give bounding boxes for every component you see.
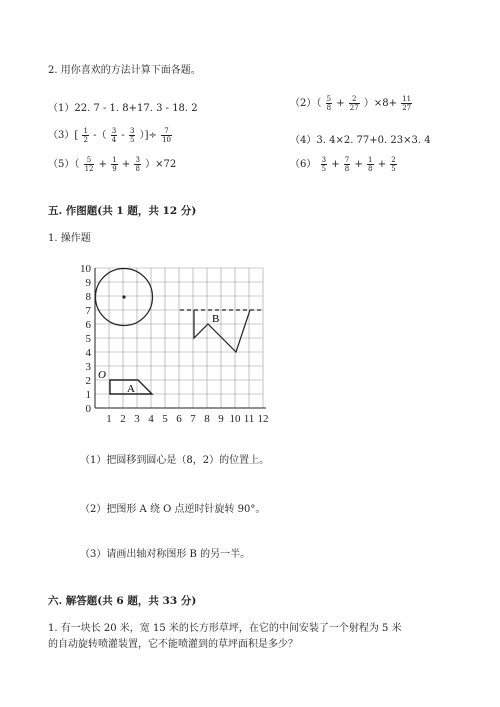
- section-intro: 2. 用你喜欢的方法计算下面各题。: [48, 65, 201, 76]
- fraction: $\frac{3}{5}$: [321, 156, 327, 173]
- y-tick-label: 3: [85, 361, 91, 373]
- section-heading: 五. 作图题(共 1 题，共 12 分): [48, 205, 197, 217]
- y-tick-label: 8: [85, 291, 91, 303]
- operator: ）×8+: [363, 98, 398, 109]
- operator: ）]÷: [139, 130, 157, 141]
- problem-expression: 3. 4×2. 77+0. 23×3. 4: [316, 135, 431, 146]
- problem-2: [290, 94, 413, 112]
- label-a: A: [127, 383, 135, 395]
- problem-6: [290, 155, 398, 173]
- problem-index: （5）: [48, 159, 75, 170]
- fraction: $\frac{11}{27}$: [402, 95, 412, 112]
- question-1: （1）把圆移到圆心是（8，2）的位置上。: [80, 455, 270, 466]
- fraction: $\frac{7}{8}$: [344, 156, 350, 173]
- figure-b: [194, 310, 250, 352]
- question-2: （2）把图形 A 绕 O 点逆时针旋转 90°。: [80, 504, 266, 515]
- y-tick-label: 6: [85, 319, 91, 331]
- y-tick-label: 10: [80, 263, 91, 275]
- fraction: $\frac{3}{4}$: [111, 127, 117, 144]
- y-tick-label: 9: [85, 277, 91, 289]
- fraction: $\frac{1}{2}$: [83, 127, 88, 144]
- word-problem-line: 1. 有一块长 20 米，宽 15 米的长方形草坪，在它的中间安装了一个射程为 5 米: [48, 623, 402, 634]
- label-o: O: [98, 369, 106, 381]
- fraction: $\frac{3}{8}$: [135, 156, 140, 173]
- y-tick-label: 2: [85, 375, 91, 387]
- y-tick-label: 4: [85, 347, 91, 359]
- problem-1: [48, 99, 198, 114]
- problem-index: （6）: [290, 159, 317, 170]
- problem-expression: 22. 7 - 1. 8+17. 3 - 18. 2: [74, 103, 198, 114]
- x-tick-labels: [106, 413, 268, 425]
- problem-4: [290, 131, 431, 146]
- open-paren: （: [74, 159, 80, 170]
- x-tick-label: 6: [176, 413, 182, 425]
- operator: +: [121, 159, 131, 170]
- x-tick-label: 2: [120, 413, 126, 425]
- x-tick-label: 11: [243, 413, 255, 425]
- problem-index: （4）: [290, 135, 317, 146]
- open-paren: （: [316, 98, 322, 109]
- fraction: $\frac{1}{8}$: [368, 156, 373, 173]
- problem-index: （2）: [290, 98, 317, 109]
- operator: +: [377, 159, 387, 170]
- fraction: $\frac{5}{12}$: [84, 156, 94, 173]
- word-problem-line: 的自动旋转喷灌装置，它不能喷灌到的草坪面积是多少？: [48, 639, 298, 650]
- operator: -（: [93, 130, 107, 141]
- operator: ）×72: [145, 159, 177, 170]
- open-bracket: [: [74, 130, 79, 141]
- y-tick-label: 5: [85, 333, 91, 345]
- problem-3: [48, 126, 173, 144]
- operator: +: [331, 159, 340, 170]
- operator: +: [336, 98, 345, 109]
- operator: +: [98, 159, 108, 170]
- fraction: $\frac{3}{5}$: [129, 127, 135, 144]
- subsection-title: 1. 操作题: [48, 233, 91, 244]
- problem-index: （1）: [48, 103, 75, 114]
- x-tick-label: 3: [134, 413, 140, 425]
- x-tick-label: 7: [190, 413, 196, 425]
- fraction: $\frac{2}{5}$: [391, 156, 396, 173]
- problem-index: （3）: [48, 130, 75, 141]
- grid-figure: [80, 260, 284, 425]
- circle-center-dot: [122, 295, 125, 298]
- problem-5: [48, 155, 176, 173]
- label-b: B: [212, 313, 220, 325]
- fraction: $\frac{1}{9}$: [112, 156, 117, 173]
- x-tick-label: 1: [106, 413, 112, 425]
- fraction: $\frac{2}{27}$: [349, 95, 359, 112]
- y-tick-label: 7: [85, 305, 91, 317]
- operator: +: [354, 159, 363, 170]
- operator: -: [121, 130, 125, 141]
- fraction: $\frac{7}{10}$: [162, 127, 171, 144]
- x-tick-label: 5: [162, 413, 168, 425]
- grid-lines: [95, 268, 263, 408]
- y-tick-label: 1: [85, 389, 91, 401]
- x-tick-label: 12: [257, 413, 269, 425]
- x-tick-label: 4: [148, 413, 154, 425]
- fraction: $\frac{5}{8}$: [326, 95, 332, 112]
- x-tick-label: 9: [218, 413, 224, 425]
- y-tick-label: 0: [85, 403, 91, 415]
- question-3: （3）请画出轴对称图形 B 的另一半。: [80, 549, 251, 560]
- section-heading: 六. 解答题(共 6 题，共 33 分): [48, 595, 197, 607]
- y-tick-labels: [80, 263, 92, 415]
- x-tick-label: 10: [229, 413, 241, 425]
- x-tick-label: 8: [204, 413, 210, 425]
